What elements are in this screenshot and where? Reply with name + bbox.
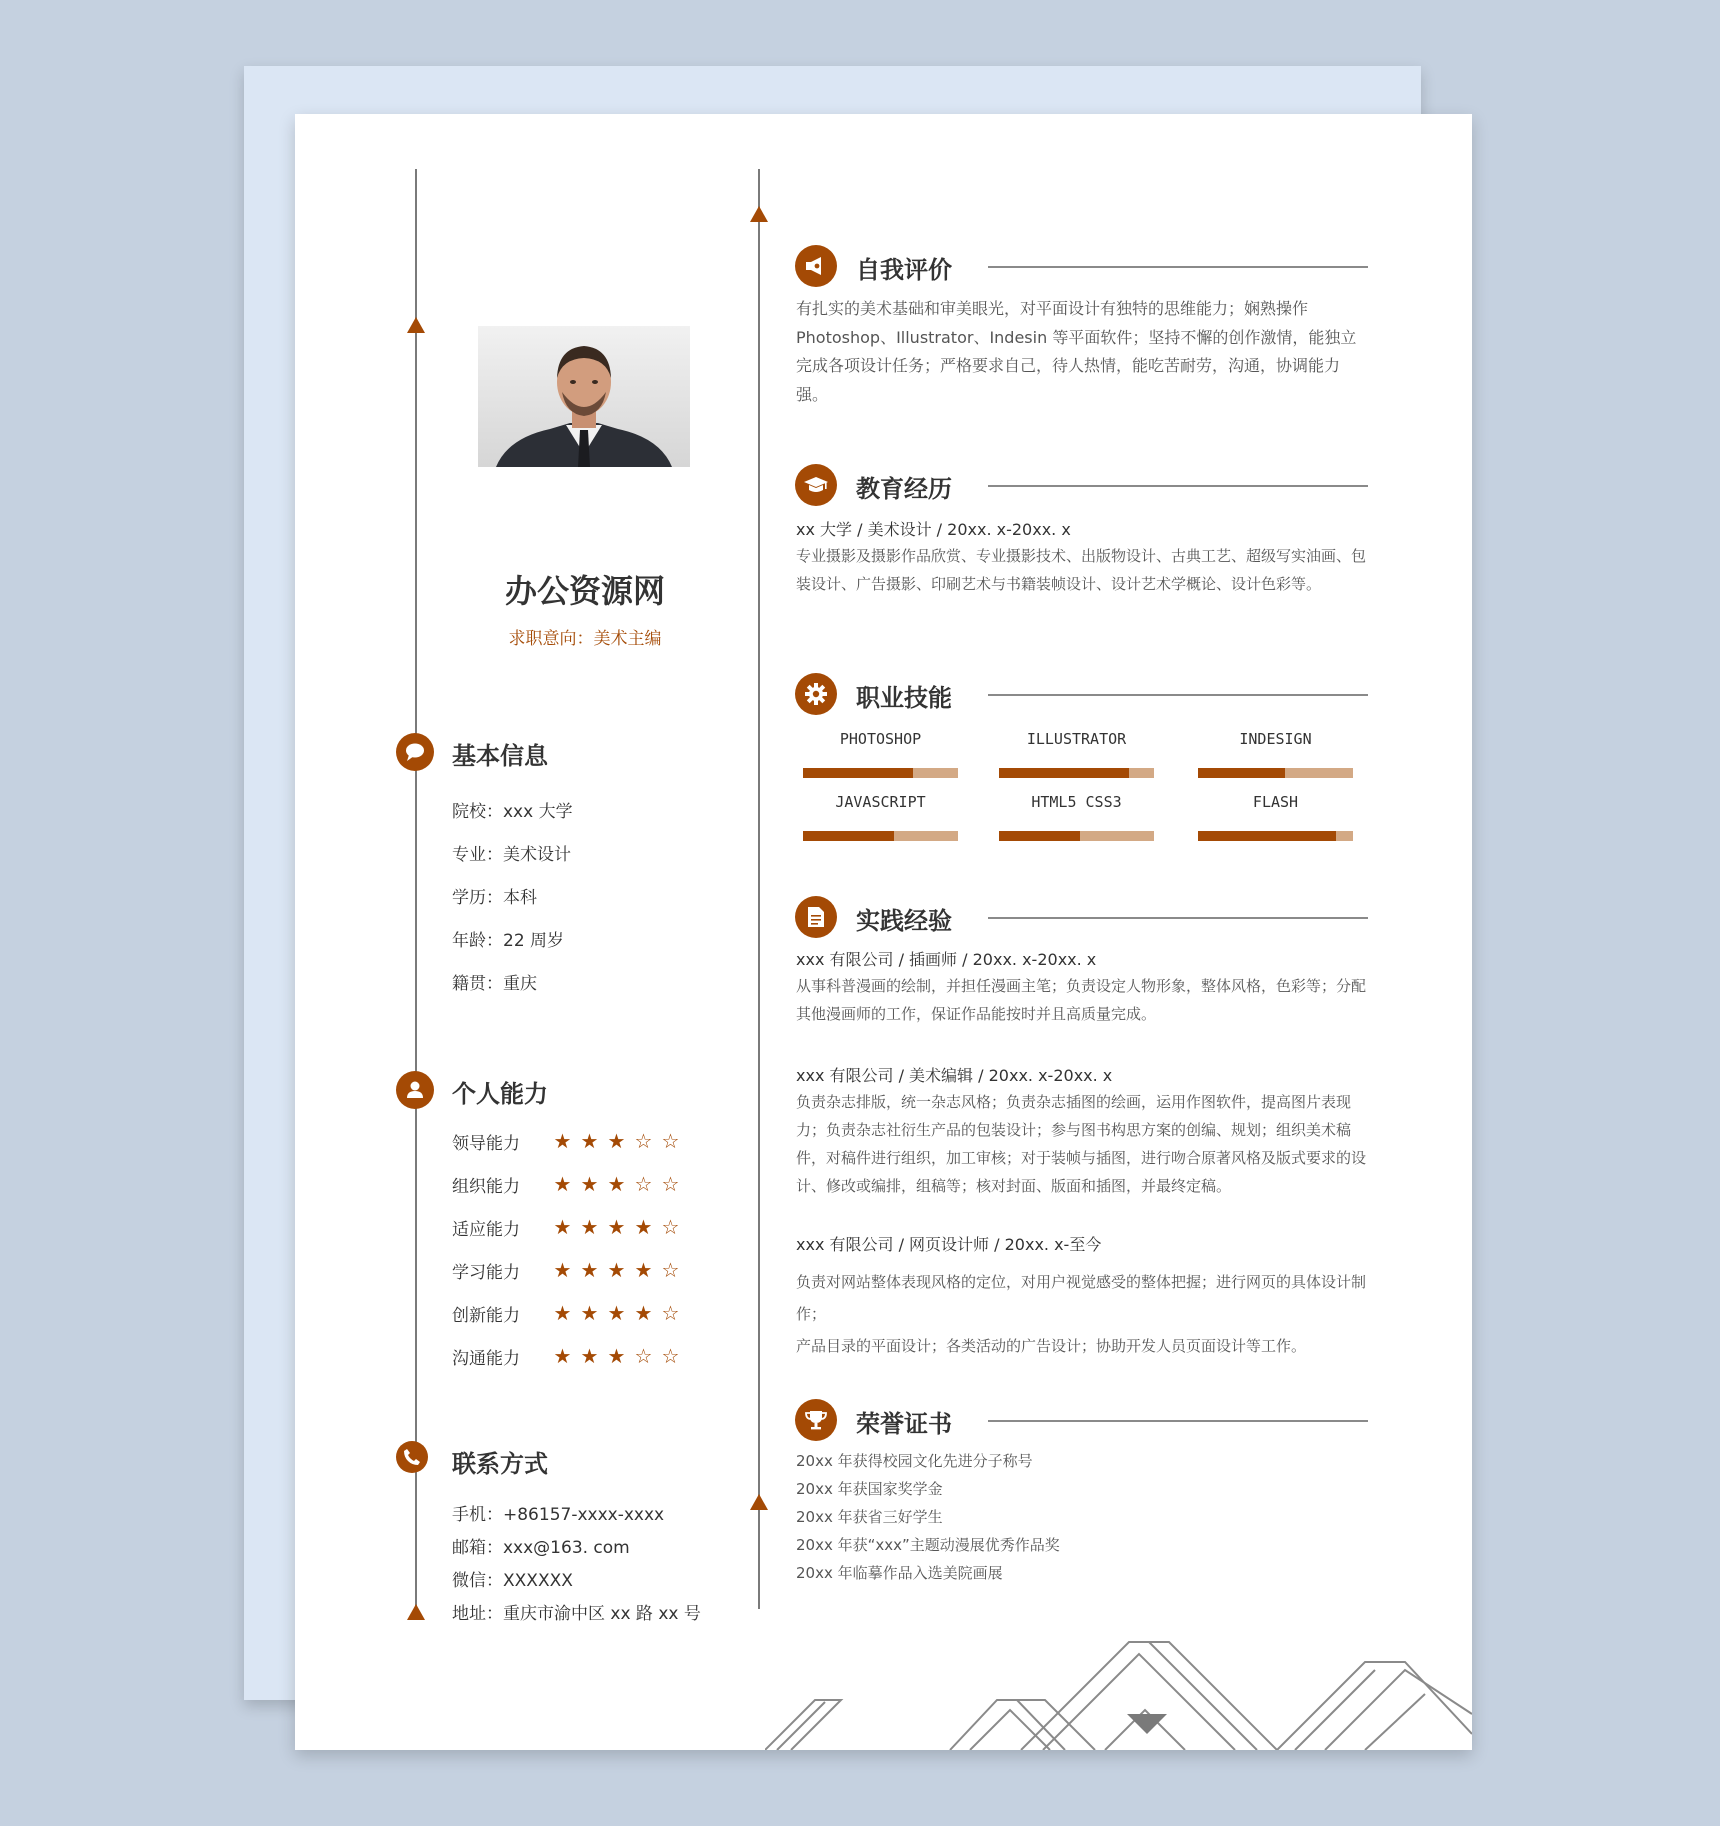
ability-row	[452, 1301, 681, 1325]
skill-item	[999, 791, 1154, 841]
star-filled-icon: ★	[580, 1301, 599, 1325]
contact-email: 邮箱：xxx@163. com	[452, 1538, 630, 1558]
ability-label: 创新能力	[452, 1305, 520, 1326]
ability-label: 适应能力	[452, 1219, 520, 1240]
contact-phone: 手机：+86157-xxxx-xxxx	[452, 1505, 665, 1525]
star-empty-icon: ☆	[661, 1344, 680, 1368]
star-filled-icon: ★	[634, 1215, 653, 1239]
skill-item	[999, 728, 1154, 778]
ability-row	[452, 1172, 681, 1196]
skill-bar	[803, 831, 958, 841]
honor-item: 20xx 年获得校园文化先进分子称号	[796, 1452, 1033, 1470]
star-filled-icon: ★	[553, 1344, 572, 1368]
section-divider	[988, 694, 1368, 696]
star-rating	[552, 1172, 681, 1196]
center-timeline	[758, 169, 760, 1609]
honor-item: 20xx 年获“xxx”主题动漫展优秀作品奖	[796, 1536, 1060, 1554]
profile-photo	[478, 326, 690, 467]
skill-bar	[999, 768, 1154, 778]
honor-item: 20xx 年临摹作品入选美院画展	[796, 1564, 1003, 1582]
skill-item	[1198, 791, 1353, 841]
star-empty-icon: ☆	[661, 1301, 680, 1325]
star-rating	[552, 1215, 681, 1239]
star-filled-icon: ★	[553, 1301, 572, 1325]
skill-name: ILLUSTRATOR	[1026, 730, 1127, 748]
star-empty-icon: ☆	[634, 1172, 653, 1196]
practice-entry-text: 从事科普漫画的绘制，并担任漫画主笔；负责设定人物形象，整体风格，色彩等；分配其他漫画师的工作，保证作品能按时并且高质量完成。	[796, 977, 1367, 1023]
skill-bar	[803, 768, 958, 778]
star-filled-icon: ★	[553, 1258, 572, 1282]
star-empty-icon: ☆	[661, 1129, 680, 1153]
education-text: 专业摄影及摄影作品欣赏、专业摄影技术、出版物设计、古典工艺、超级写实油画、包装设计、广告摄影、印刷艺术与书籍装帧设计、设计艺术学概论、设计色彩等。	[796, 547, 1367, 593]
skill-bar	[999, 831, 1154, 841]
star-filled-icon: ★	[580, 1215, 599, 1239]
skill-name: HTML5 CSS3	[1031, 793, 1122, 811]
megaphone-icon	[795, 245, 837, 287]
star-filled-icon: ★	[580, 1129, 599, 1153]
section-divider	[988, 1420, 1368, 1422]
skill-name: FLASH	[1252, 793, 1299, 811]
practice-entry-head: xxx 有限公司 / 美术编辑 / 20xx. x-20xx. x	[796, 1066, 1113, 1085]
basic-info-hometown: 籍贯：重庆	[452, 974, 537, 994]
skill-name: INDESIGN	[1239, 730, 1312, 748]
left-timeline	[415, 169, 417, 1609]
basic-info-title: 基本信息	[452, 742, 548, 770]
contact-address: 地址：重庆市渝中区 xx 路 xx 号	[452, 1604, 701, 1624]
contact-wechat: 微信：XXXXXX	[452, 1571, 573, 1591]
skill-bar-fill	[803, 831, 894, 841]
timeline-arrow	[407, 317, 425, 333]
star-filled-icon: ★	[607, 1172, 626, 1196]
ability-row	[452, 1215, 681, 1239]
basic-info-degree: 学历：本科	[452, 888, 537, 908]
star-rating	[552, 1258, 681, 1282]
star-rating	[552, 1129, 681, 1153]
star-empty-icon: ☆	[661, 1215, 680, 1239]
practice-entry-text: 产品目录的平面设计；各类活动的广告设计；协助开发人员页面设计等工作。	[796, 1337, 1307, 1355]
resume-page	[295, 114, 1472, 1750]
star-filled-icon: ★	[553, 1172, 572, 1196]
star-filled-icon: ★	[553, 1129, 572, 1153]
abilities-title: 个人能力	[452, 1080, 548, 1108]
star-empty-icon: ☆	[634, 1129, 653, 1153]
practice-entry-text: 负责杂志排版，统一杂志风格；负责杂志插图的绘画，运用作图软件，提高图片表现力；负责杂志社衍生产品的包装设计；参与图书构思方案的创编、规划；组织美术稿件，对稿件进行组织，加工审核；对于装帧与插图，进行吻合原著风格及版式要求的设计、修改或编排，组稿等；核对封面、版面和插图，并最终定稿。	[796, 1093, 1367, 1195]
star-filled-icon: ★	[607, 1258, 626, 1282]
ability-label: 学习能力	[452, 1262, 520, 1283]
skill-bar	[1198, 768, 1353, 778]
self-eval-text: 有扎实的美术基础和审美眼光，对平面设计有独特的思维能力；娴熟操作 Photoshop、Illustrator、Indesin 等平面软件；坚持不懈的创作激情，能独立完成各项设计任务；严格要求自己，待人热情，能吃苦耐劳，沟通，协调能力强。	[796, 299, 1357, 404]
skill-bar-fill	[1198, 768, 1285, 778]
trophy-icon	[795, 1399, 837, 1441]
practice-title: 实践经验	[856, 907, 952, 935]
star-empty-icon: ☆	[634, 1344, 653, 1368]
ability-label: 组织能力	[452, 1176, 520, 1197]
basic-info-school: 院校：xxx 大学	[452, 802, 573, 822]
skill-item	[803, 728, 958, 778]
skill-bar-fill	[999, 768, 1129, 778]
star-filled-icon: ★	[634, 1258, 653, 1282]
skill-name: PHOTOSHOP	[839, 730, 922, 748]
basic-info-age: 年龄：22 周岁	[452, 931, 565, 951]
ability-label: 领导能力	[452, 1133, 520, 1154]
star-rating	[552, 1301, 681, 1325]
honor-item: 20xx 年获省三好学生	[796, 1508, 943, 1526]
timeline-arrow	[750, 206, 768, 222]
skill-bar-fill	[803, 768, 913, 778]
practice-entry-text: 负责对网站整体表现风格的定位，对用户视觉感受的整体把握；进行网页的具体设计制作；	[796, 1273, 1367, 1323]
star-filled-icon: ★	[607, 1344, 626, 1368]
ability-row	[452, 1258, 681, 1282]
section-divider	[988, 266, 1368, 268]
star-filled-icon: ★	[607, 1301, 626, 1325]
education-head: xx 大学 / 美术设计 / 20xx. x-20xx. x	[796, 520, 1071, 539]
job-intent: 求职意向：美术主编	[508, 629, 662, 649]
practice-entry-head: xxx 有限公司 / 网页设计师 / 20xx. x-至今	[796, 1235, 1102, 1254]
ability-row	[452, 1129, 681, 1153]
star-filled-icon: ★	[580, 1172, 599, 1196]
skills-title: 职业技能	[856, 684, 952, 712]
practice-entry-head: xxx 有限公司 / 插画师 / 20xx. x-20xx. x	[796, 950, 1097, 969]
star-filled-icon: ★	[553, 1215, 572, 1239]
document-icon	[795, 896, 837, 938]
timeline-arrow	[750, 1494, 768, 1510]
skill-name: JAVASCRIPT	[835, 793, 926, 811]
decorative-lines	[765, 1564, 1472, 1750]
timeline-arrow	[407, 1604, 425, 1620]
star-empty-icon: ☆	[661, 1258, 680, 1282]
honor-item: 20xx 年获国家奖学金	[796, 1480, 943, 1498]
skill-item	[1198, 728, 1353, 778]
graduation-cap-icon	[795, 464, 837, 506]
gear-icon	[795, 673, 837, 715]
skill-bar-fill	[1198, 831, 1336, 841]
star-filled-icon: ★	[634, 1301, 653, 1325]
skill-item	[803, 791, 958, 841]
candidate-name: 办公资源网	[504, 572, 665, 610]
section-divider	[988, 917, 1368, 919]
person-icon	[396, 1071, 434, 1109]
star-empty-icon: ☆	[661, 1172, 680, 1196]
basic-info-major: 专业：美术设计	[452, 845, 571, 865]
star-filled-icon: ★	[607, 1215, 626, 1239]
self-eval-title: 自我评价	[856, 256, 952, 284]
star-filled-icon: ★	[580, 1344, 599, 1368]
skill-bar-fill	[999, 831, 1080, 841]
phone-icon	[396, 1441, 428, 1473]
chat-bubble-icon	[396, 733, 434, 771]
ability-row	[452, 1344, 681, 1368]
section-divider	[988, 485, 1368, 487]
education-title: 教育经历	[856, 475, 952, 503]
contact-title: 联系方式	[452, 1450, 548, 1478]
skill-bar	[1198, 831, 1353, 841]
star-filled-icon: ★	[607, 1129, 626, 1153]
star-filled-icon: ★	[580, 1258, 599, 1282]
honors-title: 荣誉证书	[856, 1410, 952, 1438]
star-rating	[552, 1344, 681, 1368]
ability-label: 沟通能力	[452, 1348, 520, 1369]
